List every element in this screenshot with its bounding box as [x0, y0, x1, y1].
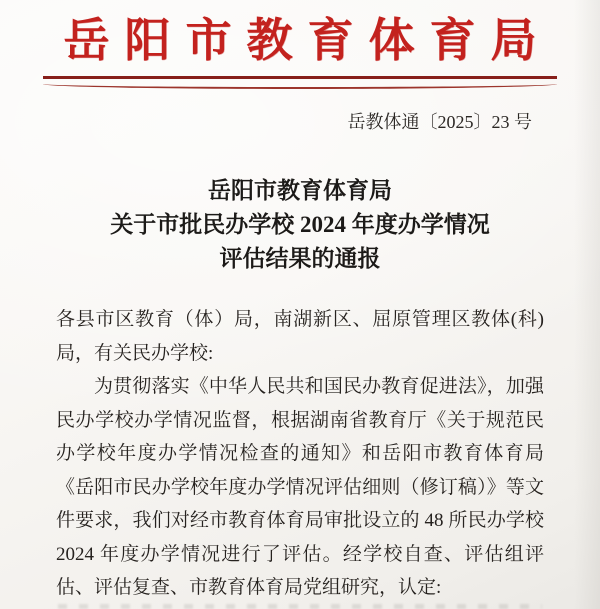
document-title-line-3: 评估结果的通报 [219, 246, 381, 271]
cut-off-next-line-artifact [58, 604, 542, 609]
document-body [56, 303, 544, 605]
document-title-line-2: 关于市批民办学校 2024 年度办学情况 [110, 212, 490, 237]
document-reference-number: 岳教体通〔2025〕23 号 [347, 112, 532, 132]
agency-masthead-title: 岳阳市教育体育局 [63, 15, 552, 66]
document-title-line-1: 岳阳市教育体育局 [208, 178, 392, 203]
salutation-line: 各县市区教育（体）局，南湖新区、屈原管理区教体(科)局，有关民办学校: [56, 309, 544, 364]
document-title [0, 174, 600, 276]
body-paragraph: 为贯彻落实《中华人民共和国民办教育促进法》，加强民办学校办学情况监督，根据湖南省教育厅《关于规范民办学校年度办学情况检查的通知》和岳阳市教育体育局《岳阳市民办学校年度办学情况评估细则（修订稿）》等文件要求，我们对经市教育体育局审批设立的 48 所民办学校 2024 年度办学情况进行了评估。经学校自查、评估组评估、评估复查、市教育体育局党组研究，认定: [56, 376, 544, 598]
masthead-double-rule [43, 76, 557, 89]
